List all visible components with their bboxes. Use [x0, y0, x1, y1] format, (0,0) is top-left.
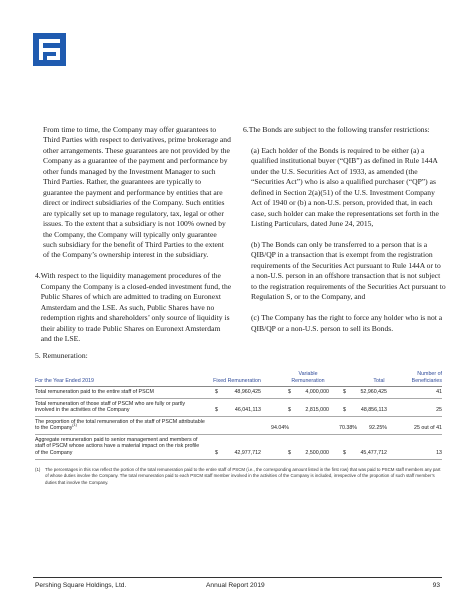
transfer-restriction-b: (b) The Bonds can only be transferred to a person that is a QIB/QP in a transaction that is exempt from the registration requirements of the Securities Act pursuant to Rule 144A or to a non-U.S. person in an offshore transaction that is not subject to the registration requirements of the Securities Act pursuant to Regulation S, or to the Company, and — [251, 239, 446, 302]
beneficiaries-value: 13 — [436, 449, 442, 456]
total-currency: $ — [343, 449, 346, 456]
right-column — [243, 125, 446, 334]
beneficiaries-value: 25 — [436, 407, 442, 413]
footnote-mark: (1) — [35, 467, 41, 472]
item-6-number: 6. — [243, 125, 249, 134]
variable-value: 4,000,000 — [305, 389, 329, 395]
total-value: 48,856,113 — [360, 407, 387, 413]
transfer-restriction-a: (a) Each holder of the Bonds is required to be either (a) a qualified institutional buyer (“QIB”) as defined in Rule 144A under the U.S. Securities Act of 1933, as amended (the “Securities Act”) who is also a qualified purchaser (“QP”) as defined in Section 2(a)(51) of the U.S. Investment Company Act of 1940 or (b) a non-U.S. person, provided that, in each case, such holder can make the representations set forth in the Listing Particulars, dated June 24, 2015, — [251, 145, 439, 229]
item-6 — [243, 125, 446, 135]
item-4-number: 4. — [35, 271, 41, 281]
guarantees-paragraph: From time to time, the Company may offer guarantees to Third Parties with respect to derivatives, prime brokerage and other arrangements. These guarantees are not provided by the Company as a guarantee of the payment and performance by other funds managed by the Investment Manager to such Third Parties. Rather, the guarantees are typically to guarantee the payment and performance by entities that are direct or indirect subsidiaries of the Company. Such entities are typically set up to manage regulatory, tax, legal or other issues. To the extent that a subsidiary is not 100% owned by the Company, the Company will typically only guarantee such subsidiary for the benefit of Third Parties to the extent of the Company’s ownership interest in the subsidiary. — [43, 125, 231, 260]
row-label — [35, 419, 205, 432]
table-row — [35, 435, 442, 460]
beneficiaries-value: 41 — [436, 389, 442, 395]
header-fixed-remuneration: Fixed Remuneration — [213, 377, 261, 384]
item-4-text: With respect to the liquidity management procedures of the Company the Company is a closed-ended investment fund, the Public Shares of which are admitted to trading on Euronext Amsterdam and the LSE. As such, Public Shares have no redemption rights and shareholders’ only source of liquidity is their ability to trade Public Shares on Euronext Amsterdam and the LSE. — [40, 271, 232, 344]
table-row — [35, 417, 442, 435]
fixed-currency: $ — [215, 389, 218, 395]
total-currency: $ — [343, 389, 346, 395]
header-variable-remuneration: Variable Remuneration — [291, 370, 325, 384]
row-label: Total remuneration of those staff of PSCM who are fully or partly involved in the activities of the Company — [35, 400, 186, 414]
pershing-square-logo-icon — [33, 33, 66, 66]
fixed-value: 46,041,113 — [234, 407, 261, 413]
header-year: For the Year Ended 2019 — [35, 377, 94, 384]
table-row — [35, 387, 442, 399]
header-total: Total — [373, 377, 385, 384]
variable-value: 70.38% — [339, 425, 357, 431]
footer-divider — [33, 577, 442, 578]
table-row — [35, 399, 442, 417]
footnote-reference: (1) — [72, 423, 77, 428]
row-label-text: The proportion of the total remuneration of the staff of PSCM attributable to the Company — [35, 418, 205, 432]
remuneration-table — [35, 363, 442, 460]
fixed-value: 42,977,712 — [234, 449, 261, 456]
transfer-restriction-c: (c) The Company has the right to force any holder who is not a QIB/QP or a non-U.S. person to sell its Bonds. — [251, 313, 443, 333]
variable-currency: $ — [288, 407, 291, 413]
variable-value: 2,500,000 — [305, 449, 329, 456]
header-number-of-beneficiaries: Number of Beneficiaries — [411, 370, 442, 384]
table-header-row — [35, 363, 442, 387]
row-label: Total remuneration paid to the entire staff of PSCM — [35, 389, 154, 395]
footer-report-title: Annual Report 2019 — [206, 582, 265, 589]
remuneration-section-title: 5. Remuneration: — [35, 351, 88, 360]
row-label: Aggregate remuneration paid to senior management and members of staff of PSCM whose actions have a material impact on the risk profile of the Company — [35, 436, 200, 456]
footer-company-name: Pershing Square Holdings, Ltd. — [35, 582, 127, 589]
item-4 — [35, 271, 232, 344]
item-6-text: The Bonds are subject to the following transfer restrictions: — [248, 125, 430, 134]
variable-value: 2,815,000 — [305, 407, 329, 413]
variable-currency: $ — [288, 389, 291, 395]
fixed-currency: $ — [215, 407, 218, 413]
beneficiaries-value: 25 out of 41 — [414, 425, 442, 431]
total-currency: $ — [343, 407, 346, 413]
total-value: 92.25% — [369, 425, 387, 431]
fixed-value: 94.04% — [271, 425, 289, 431]
fixed-currency: $ — [215, 449, 218, 456]
variable-currency: $ — [288, 449, 291, 456]
page-number: 93 — [432, 582, 440, 589]
table-footnote — [35, 467, 442, 486]
total-value: 45,477,712 — [360, 449, 387, 456]
footnote-text: The percentages in this row reflect the portion of the total remuneration paid to the entire staff of PSCM (i.e., the corresponding amount listed in the first row) that was paid to PSCM staff members any part of whose duties involve the Company. The total remuneration paid to each PSCM staff member involved in the activities of the Company is included, irrespective of the proportion of such staff member’s duties that involve the Company. — [45, 467, 441, 485]
fixed-value: 48,960,425 — [234, 389, 261, 395]
total-value: 52,960,425 — [360, 389, 387, 395]
left-column — [35, 125, 232, 345]
